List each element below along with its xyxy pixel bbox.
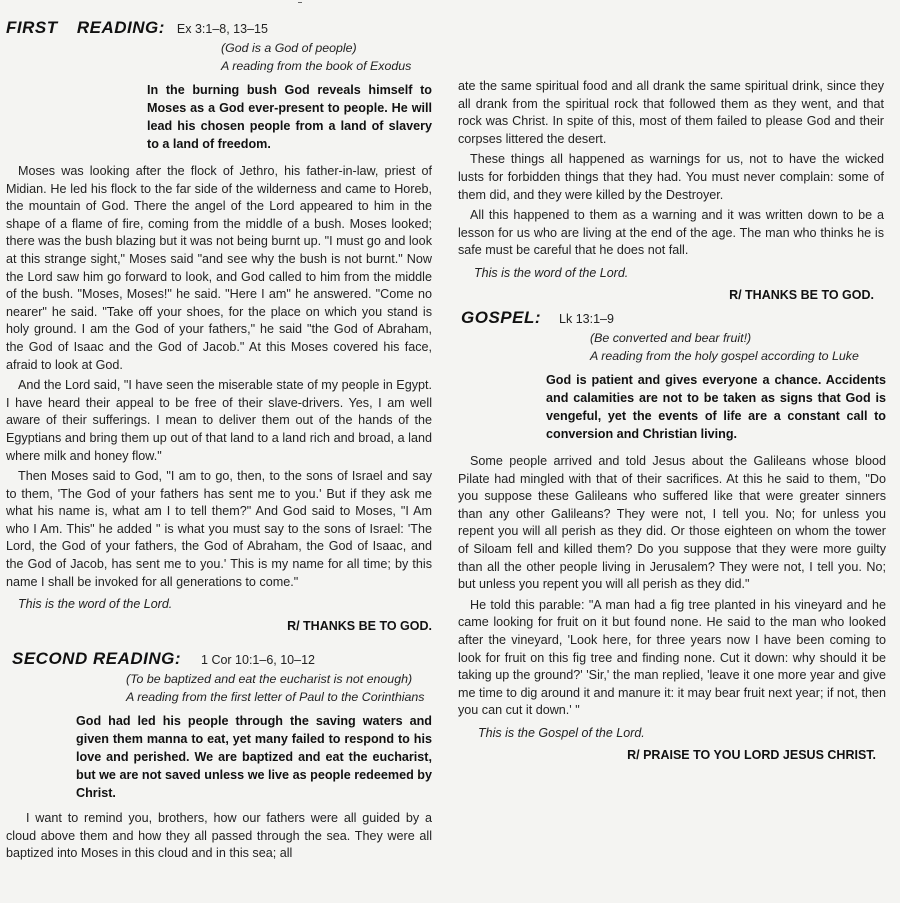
second-reading-paragraph-continued: ate the same spiritual food and all drank the same spiritual drink, since they all drank from the spiritual rock that followed them as they went, and that rock was Christ. In spite of this, most of them failed to please God and their corpses littered the desert. <box>458 79 884 146</box>
first-reading-response: R/ THANKS BE TO GOD. <box>287 619 432 634</box>
second-reading-paragraph: All this happened to them as a warning and it was written down to be a lesson for us who are living at the end of the age. The man who thinks he is safe must be careful that he does not fall. <box>458 208 884 258</box>
second-reading-response: R/ THANKS BE TO GOD. <box>729 287 874 302</box>
gospel-section <box>458 308 886 762</box>
second-reading-paragraph: I want to remind you, brothers, how our fathers were all guided by a cloud above them and how they all passed through the sea. They were all baptized into Moses in this cloud and in this sea; all <box>6 811 432 861</box>
first-reading-paragraph: And the Lord said, "I have seen the miserable state of my people in Egypt. I have heard their appeal to be free of their slave-drivers. Yes, I am well aware of their sufferings. I mean to deliver them out of the hands of the Egyptians and bring them up out of that land to a land rich and broad, a land where milk and honey flow." <box>6 378 432 463</box>
gospel-response: R/ PRAISE TO YOU LORD JESUS CHRIST. <box>627 747 876 762</box>
first-reading-header <box>6 18 432 38</box>
second-reading-title: SECOND READING: <box>12 649 182 669</box>
first-reading-paragraph: Then Moses said to God, "I am to go, then, to the sons of Israel and say to them, 'The God of your fathers has sent me to you.' But if they ask me what his name is, what am I to tell them?" And God said to Moses, "I Am who I Am. This" he added " is what you must say to the sons of Israel: 'The Lord, the God of your fathers, the God of Abraham, the God of Isaac, and the God of Jacob, has sent me to you.' This is my name for all time; by this name I shall be invoked for all generations to come." <box>6 469 432 589</box>
first-reading-paragraph: Moses was looking after the flock of Jethro, his father-in-law, priest of Midian. He led his flock to the far side of the wilderness and came to Horeb, the mountain of God. There the angel of the Lord appeared to him in the shape of a flame of fire, coming from the middle of a bush. Moses looked; there was the bush blazing but it was not being burnt up. "I must go and look at this strange sight," Moses said "and see why the bush is not burnt." Now the Lord saw him go forward to look, and God called to him from the middle of the bush. "Moses, Moses!" he said. "Here I am" he answered. "Come no nearer" he said. "Take off your shoes, for the place on which you stand is holy ground. I am the God of your fathers," he said "the God of Abraham, the God of Isaac and the God of Jacob." At this Moses covered his face, afraid to look at God. <box>6 164 432 372</box>
second-reading-ref: 1 Cor 10:1–6, 10–12 <box>201 653 315 668</box>
gospel-closing: This is the Gospel of the Lord. <box>478 725 645 740</box>
right-column-continuation <box>458 78 884 302</box>
second-reading-summary: God had led his people through the saving waters and given them manna to eat, yet many failed to respond to his love and perished. We are baptized and eat the eucharist, but we are not saved unless we live as people redeemed by Christ. <box>76 714 432 801</box>
gospel-paragraph: He told this parable: "A man had a fig tree planted in his vineyard and he came looking for fruit on it but found none. He said to the man who looked after the vineyard, 'Look here, for three years now I have been coming to look for fruit on this fig tree and finding none. Cut it down: why should it be taking up the ground?' 'Sir,' the man replied, 'leave it one more year and give me time to dig around it and manure it: it may bear fruit next year; if not, then you can cut it down.' " <box>458 597 886 718</box>
gospel-paragraph: Some people arrived and told Jesus about the Galileans whose blood Pilate had mingled with that of their sacrifices. At this he said to them, "Do you suppose these Galileans who suffered like that were greater sinners than any other Galileans? They were not, I tell you. No; for unless you repent you will all perish as they did. Or those eighteen on whom the tower of Siloam fell and killed them? Do you suppose that they were more guilty than all the other people living in Jerusalem? They were not, I tell you. No; but unless you repent you will all perish as they did." <box>458 454 886 592</box>
gospel-summary: God is patient and gives everyone a chance. Accidents and calamities are not to be taken as signs that God is vengeful, yet the events of life are a constant call to conversion and Christian living. <box>546 373 886 441</box>
second-reading-closing: This is the word of the Lord. <box>474 265 629 280</box>
gospel-ref: Lk 13:1–9 <box>559 312 614 326</box>
first-reading-ref: Ex 3:1–8, 13–15 <box>176 22 268 36</box>
first-reading-subtitle: (God is a God of people) <box>221 41 357 55</box>
gospel-title: GOSPEL: <box>461 308 542 327</box>
first-reading-section <box>6 18 432 633</box>
left-column <box>6 18 432 866</box>
second-reading-paragraph: These things all happened as warnings for us, not to have the wicked lusts for forbidden things that they had. You must never complain: some of them did, and they were killed by the Destroyer. <box>458 152 884 202</box>
first-reading-title: FIRST READING: <box>6 18 165 37</box>
first-reading-closing: This is the word of the Lord. <box>18 597 173 612</box>
first-reading-source: A reading from the book of Exodus <box>221 58 412 73</box>
second-reading-subtitle: (To be baptized and eat the eucharist is not enough) <box>126 672 413 687</box>
second-reading-header <box>6 649 432 669</box>
gospel-source: A reading from the holy gospel according to Luke <box>590 348 859 363</box>
gospel-subtitle: (Be converted and bear fruit!) <box>590 331 752 345</box>
second-reading-section <box>6 649 432 863</box>
first-reading-summary: In the burning bush God reveals himself to Moses as a God ever-present to people. He will lead his chosen people from a land of slavery to a land of freedom. <box>147 83 432 151</box>
gospel-header <box>458 308 886 328</box>
second-reading-source: A reading from the first letter of Paul to the Corinthians <box>126 689 425 704</box>
scan-mark <box>298 2 302 3</box>
